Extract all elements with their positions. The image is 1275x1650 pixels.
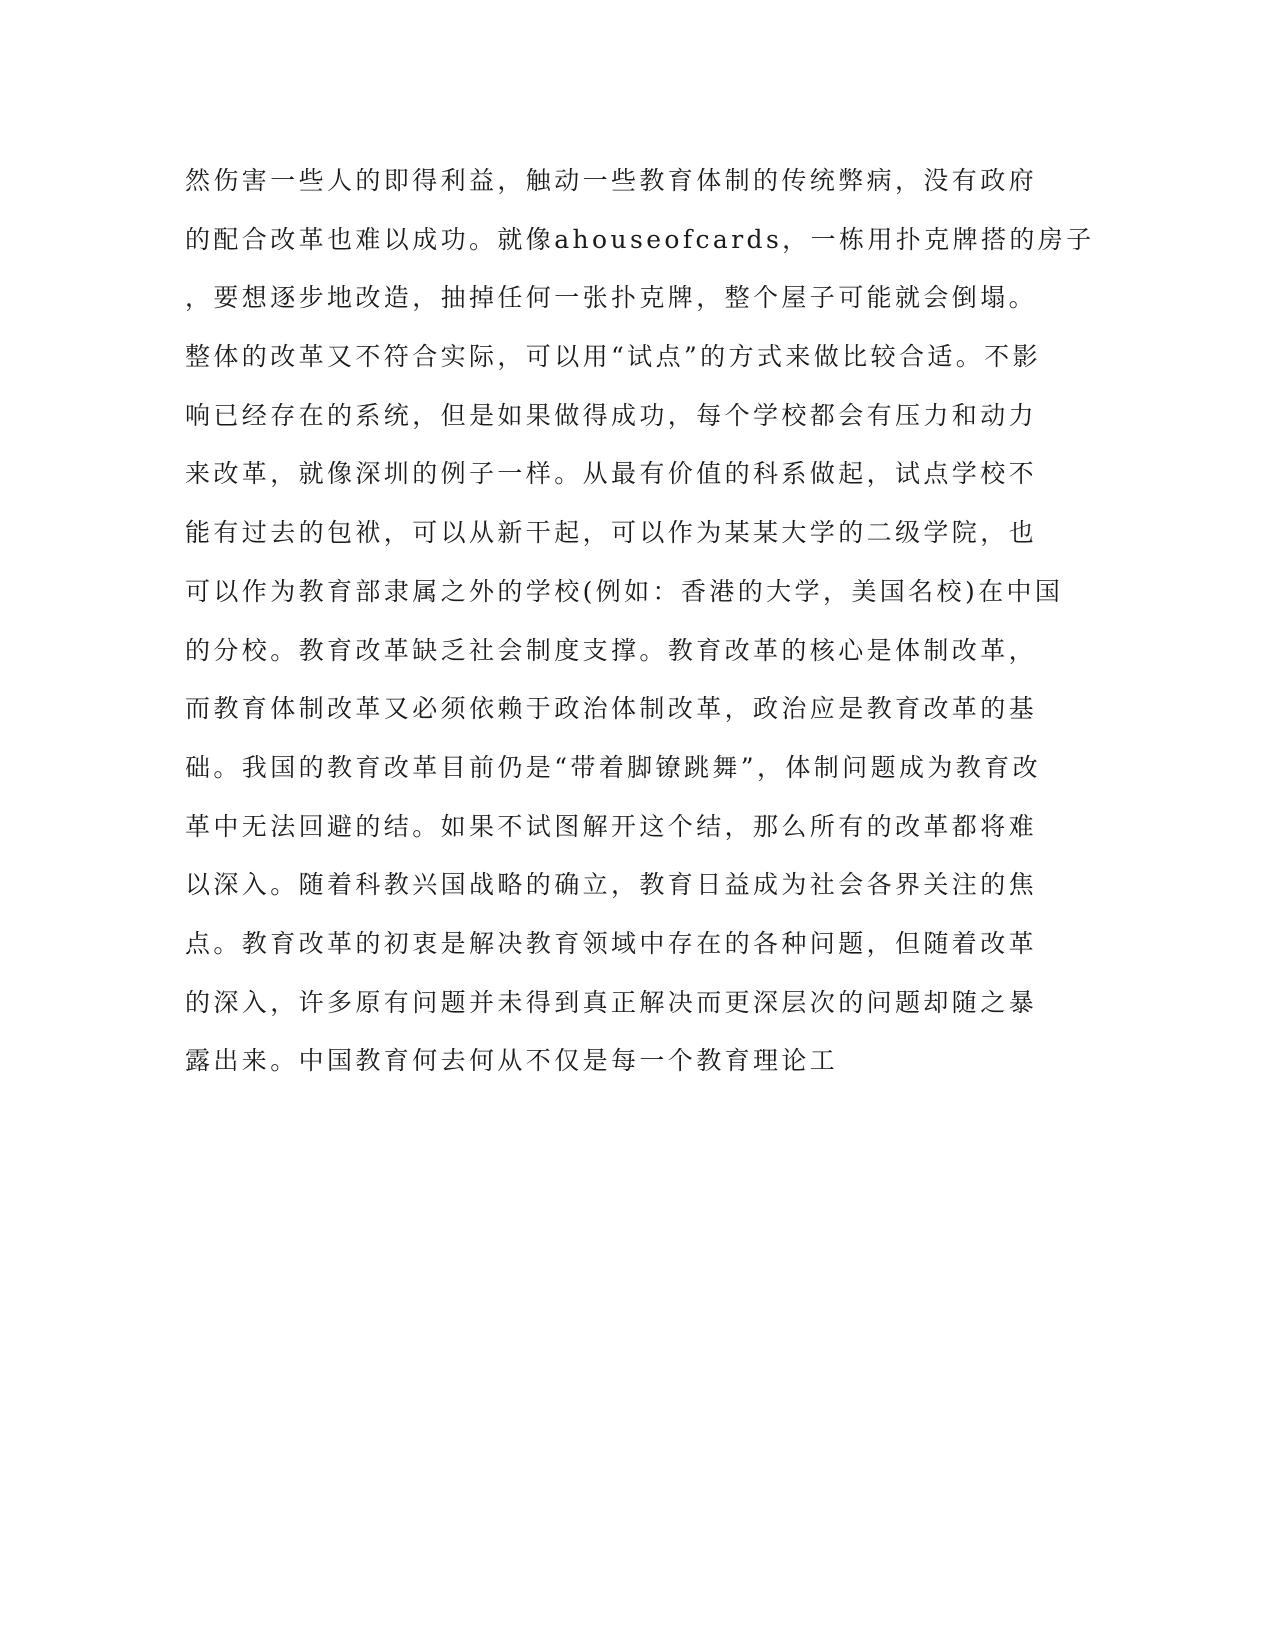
text-line-1: 然伤害一些人的即得利益，触动一些教育体制的传统弊病，没有政府	[185, 166, 1038, 195]
text-line-14: 点。教育改革的初衷是解决教育领域中存在的各种问题，但随着改革	[185, 928, 1038, 958]
text-line-15: 的深入，许多原有问题并未得到真正解决而更深层次的问题却随之暴	[185, 987, 1038, 1017]
text-line-16: 露出来。中国教育何去何从不仅是每一个教育理论工	[185, 1046, 839, 1076]
text-line-3: ，要想逐步地改造，抽掉任何一张扑克牌，整个屋子可能就会倒塌。	[185, 283, 1038, 313]
text-line-11: 础。我国的教育改革目前仍是“带着脚镣跳舞”，体制问题成为教育改	[185, 752, 1041, 782]
text-line-7: 能有过去的包袱，可以从新干起，可以作为某某大学的二级学院，也	[185, 518, 1038, 548]
body-text	[185, 157, 1095, 1096]
text-line-6: 来改革，就像深圳的例子一样。从最有价值的科系做起，试点学校不	[185, 459, 1038, 489]
text-line-4: 整体的改革又不符合实际，可以用“试点”的方式来做比较合适。不影	[185, 342, 1041, 372]
text-line-2: 的配合改革也难以成功。就像ahouseofcards，一栋用扑克牌搭的房子	[185, 224, 1095, 254]
text-line-9: 的分校。教育改革缺乏社会制度支撑。教育改革的核心是体制改革，	[185, 635, 1038, 665]
text-line-12: 革中无法回避的结。如果不试图解开这个结，那么所有的改革都将难	[185, 811, 1038, 841]
text-line-8: 可以作为教育部隶属之外的学校(例如：香港的大学，美国名校)在中国	[185, 576, 1064, 606]
text-line-13: 以深入。随着科教兴国战略的确立，教育日益成为社会各界关注的焦	[185, 870, 1038, 900]
text-line-10: 而教育体制改革又必须依赖于政治体制改革，政治应是教育改革的基	[185, 694, 1038, 724]
text-line-5: 响已经存在的系统，但是如果做得成功，每个学校都会有压力和动力	[185, 400, 1038, 430]
